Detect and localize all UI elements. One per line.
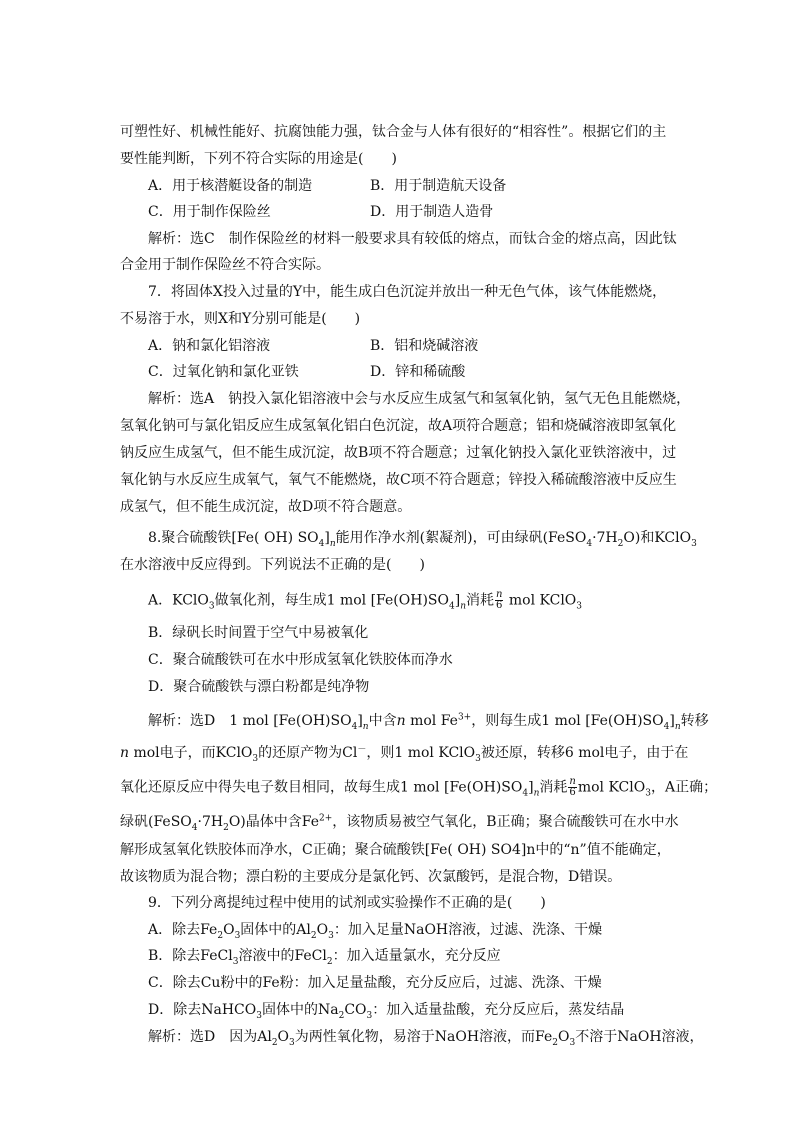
- q6-option-c: C．用于制作保险丝: [148, 204, 271, 220]
- q9-option-d: D．除去NaHCO$_3$固体中的$Na_2CO_3$：加入适量盐酸，充分反应后，蒸发结晶: [148, 1002, 625, 1021]
- q8-option-a: A．KClO$_3$做氧化剂，每生成1 mol $[Fe(OH)SO_4]_n$消耗 $\frac{n}{6}$ mol KClO$_3$: [148, 589, 583, 612]
- q9-option-a: A．除去$Fe_2O_3$固体中的$Al_2O_3$：加入足量NaOH溶液，过滤、洗涤、干燥: [148, 922, 603, 941]
- q7-analysis-line5: 成氢气，但不能生成沉淀，故D项不符合题意。: [120, 499, 412, 515]
- q8-stem-line1: 8.聚合硫酸铁[Fe( OH) $SO_4]_n$能用作净水剂(絮凝剂)，可由绿矾$(FeSO_4\cdot 7H_2O)$和KClO$_3$: [148, 530, 697, 549]
- q9-option-c: C．除去Cu粉中的Fe粉：加入足量盐酸，充分反应后，过滤、洗涤、干燥: [148, 975, 602, 991]
- q7-stem-line1: 7．将固体X投入过量的Y中，能生成白色沉淀并放出一种无色气体，该气体能燃烧，: [148, 284, 667, 300]
- fraction-n-over-6: $\frac{n}{6}$: [495, 589, 503, 611]
- q6-option-d: D．用于制造人造骨: [370, 204, 494, 220]
- q6-option-a: A．用于核潜艇设备的制造: [148, 178, 313, 194]
- q9-analysis-line1: 解析：选D 因为$Al_2O_3$为两性氧化物，易溶于NaOH溶液，而$Fe_2O_3$不溶于NaOH溶液，: [148, 1029, 704, 1048]
- q8-analysis-line6: 故该物质为混合物；漂白粉的主要成分是氯化钙、次氯酸钙，是混合物，D错误。: [120, 869, 622, 885]
- q7-option-a: A．钠和氯化铝溶液: [148, 338, 271, 354]
- q9-stem: 9．下列分离提纯过程中使用的试剂或实验操作不正确的是( ): [148, 895, 546, 911]
- q6-stem-line2: 要性能判断，下列不符合实际的用途是( ): [120, 151, 397, 167]
- q6-analysis-line1: 解析：选C 制作保险丝的材料一般要求具有较低的熔点，而钛合金的熔点高，因此钛: [148, 231, 677, 247]
- q6-analysis-line2: 合金用于制作保险丝不符合实际。: [120, 257, 330, 273]
- q8-analysis-line3: 氧化还原反应中得失电子数目相同，故每生成1 mol $[Fe(OH)SO_4]_n$消耗 $\frac{n}{6}$ mol KClO$_3$，A正确；: [120, 776, 718, 799]
- q7-analysis-line4: 氧化钠与水反应生成氧气，氧气不能燃烧，故C项不符合题意；锌投入稀硫酸溶液中反应生: [120, 472, 677, 488]
- q7-analysis-line2: 氢氧化钠可与氯化铝反应生成氢氧化铝白色沉淀，故A项符合题意；铝和烧碱溶液即氢氧化: [120, 418, 677, 434]
- q8-analysis-line2: n mol电子，而KClO$_3$的还原产物为Cl－，则1 mol KClO$_3$被还原，转移6 mol电子，由于在: [120, 744, 689, 764]
- q8-analysis-line1: 解析：选D 1 mol $[Fe(OH)SO_4]_n$中含n mol $Fe^{3+}$，则每生成1 mol $[Fe(OH)SO_4]_n$转移: [148, 712, 709, 732]
- q7-option-d: D．锌和稀硫酸: [370, 364, 466, 380]
- q7-option-c: C．过氧化钠和氯化亚铁: [148, 364, 299, 380]
- q6-option-b: B．用于制造航天设备: [370, 178, 507, 194]
- q7-stem-line2: 不易溶于水，则X和Y分别可能是( ): [120, 311, 361, 327]
- fraction-n-over-6-analysis: $\frac{n}{6}$: [569, 776, 576, 798]
- q7-analysis-line1: 解析：选A 钠投入氯化铝溶液中会与水反应生成氢气和氢氧化钠，氢气无色且能燃烧，: [148, 391, 691, 407]
- q7-analysis-line3: 钠反应生成氢气，但不能生成沉淀，故B项不符合题意；过氧化钠投入氯化亚铁溶液中，过: [120, 445, 677, 461]
- q8-stem-line2: 在水溶液中反应得到。下列说法不正确的是( ): [120, 557, 425, 573]
- q7-option-b: B．铝和烧碱溶液: [370, 338, 479, 354]
- q8-analysis-line4: 绿矾$(FeSO_4\cdot 7H_2O)$晶体中含$Fe^{2+}$，该物质易被空气氧化，B正确；聚合硫酸铁可在水中水: [120, 813, 679, 833]
- q8-analysis-line5: 解形成氢氧化铁胶体而净水，C正确；聚合硫酸铁[Fe( OH) SO4]n中的“n”值不能确定，: [120, 842, 671, 858]
- q6-stem-line1: 可塑性好、机械性能好、抗腐蚀能力强，钛合金与人体有很好的“相容性”。根据它们的主: [120, 124, 667, 140]
- q8-option-d: D．聚合硫酸铁与漂白粉都是纯净物: [148, 679, 370, 695]
- q8-option-b: B．绿矾长时间置于空气中易被氧化: [148, 625, 369, 641]
- q8-option-c: C．聚合硫酸铁可在水中形成氢氧化铁胶体而净水: [148, 652, 453, 668]
- q9-option-b: B．除去FeCl$_3$溶液中的FeCl$_2$：加入适量氯水，充分反应: [148, 948, 501, 967]
